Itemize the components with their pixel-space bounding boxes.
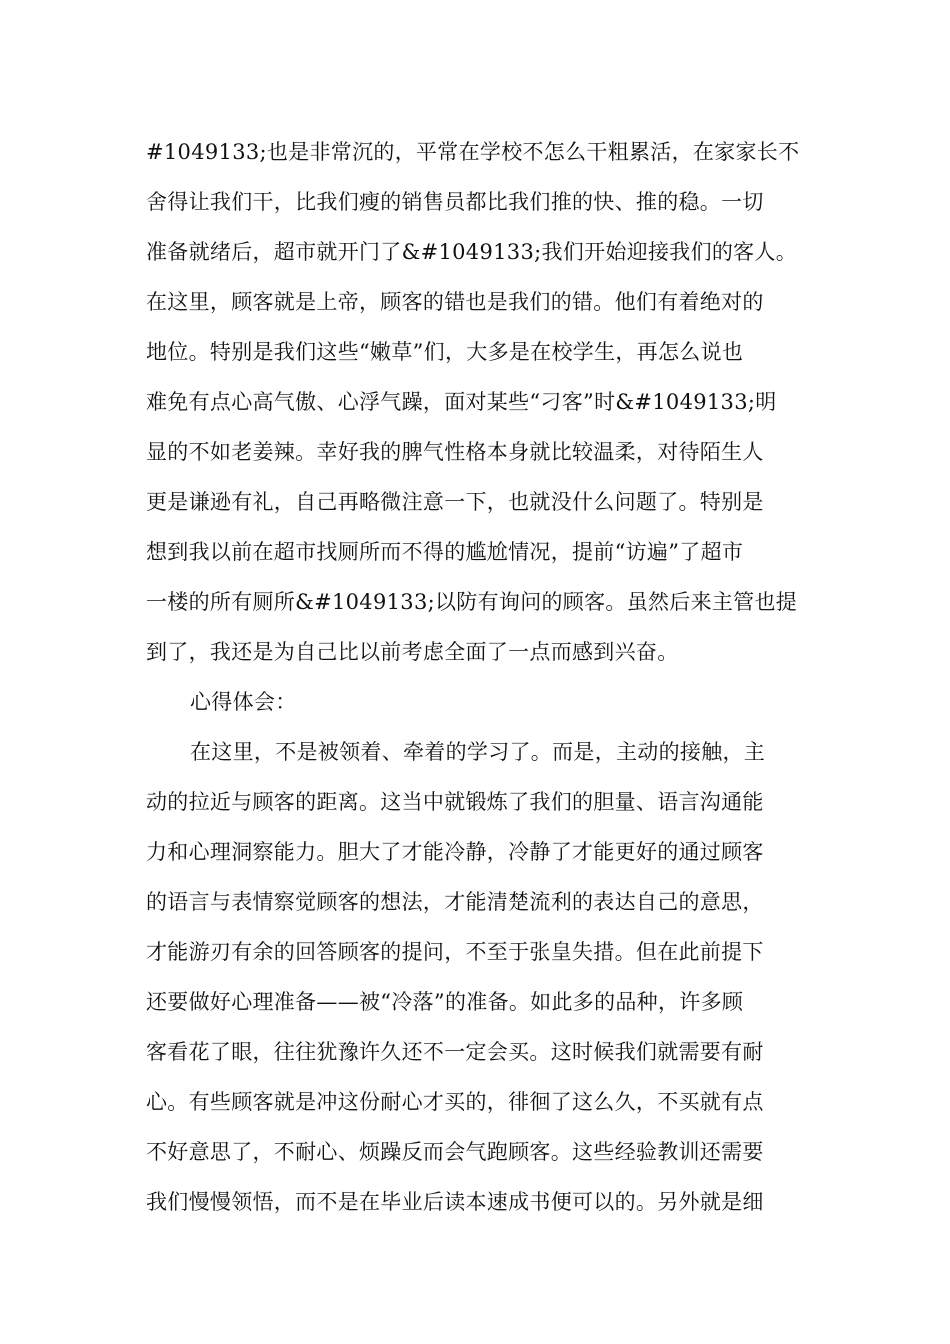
text-line: 更是谦逊有礼，自己再略微注意一下，也就没什么问题了。特别是 bbox=[146, 490, 764, 514]
text-line: 显的不如老姜辣。幸好我的脾气性格本身就比较温柔，对待陌生人 bbox=[146, 440, 764, 464]
text-line: 不好意思了，不耐心、烦躁反而会气跑顾客。这些经验教训还需要 bbox=[146, 1140, 764, 1164]
text-line: 到了，我还是为自己比以前考虑全面了一点而感到兴奋。 bbox=[146, 640, 679, 664]
text-line: 一楼的所有厕所&#1049133;以防有询问的顾客。虽然后来主管也提 bbox=[146, 590, 798, 614]
text-line: 力和心理洞察能力。胆大了才能冷静，冷静了才能更好的通过顾客 bbox=[146, 840, 764, 864]
text-line: 我们慢慢领悟，而不是在毕业后读本速成书便可以的。另外就是细 bbox=[146, 1190, 764, 1214]
text-line: 的语言与表情察觉顾客的想法，才能清楚流利的表达自己的意思， bbox=[146, 890, 764, 914]
text-line: #1049133;也是非常沉的，平常在学校不怎么干粗累活，在家家长不 bbox=[146, 140, 800, 164]
text-line: 舍得让我们干，比我们瘦的销售员都比我们推的快、推的稳。一切 bbox=[146, 190, 764, 214]
text-line: 客看花了眼，往往犹豫许久还不一定会买。这时候我们就需要有耐 bbox=[146, 1040, 764, 1064]
text-line: 难免有点心高气傲、心浮气躁，面对某些“刁客”时&#1049133;明 bbox=[146, 390, 777, 414]
text-line: 心。有些顾客就是冲这份耐心才买的，徘徊了这么久，不买就有点 bbox=[146, 1090, 764, 1114]
text-line: 想到我以前在超市找厕所而不得的尴尬情况，提前“访遍”了超市 bbox=[146, 540, 744, 564]
text-line: 在这里，不是被领着、牵着的学习了。而是，主动的接触，主 bbox=[190, 740, 766, 764]
text-line: 准备就绪后，超市就开门了&#1049133;我们开始迎接我们的客人。 bbox=[146, 240, 798, 264]
text-line: 动的拉近与顾客的距离。这当中就锻炼了我们的胆量、语言沟通能 bbox=[146, 790, 764, 814]
text-line: 才能游刃有余的回答顾客的提问，不至于张皇失措。但在此前提下 bbox=[146, 940, 764, 964]
text-line: 地位。特别是我们这些“嫩草”们，大多是在校学生，再怎么说也 bbox=[146, 340, 744, 364]
text-line: 还要做好心理准备——被“冷落”的准备。如此多的品种，许多顾 bbox=[146, 990, 744, 1014]
section-heading: 心得体会： bbox=[190, 690, 297, 714]
text-line: 在这里，顾客就是上帝，顾客的错也是我们的错。他们有着绝对的 bbox=[146, 290, 764, 314]
